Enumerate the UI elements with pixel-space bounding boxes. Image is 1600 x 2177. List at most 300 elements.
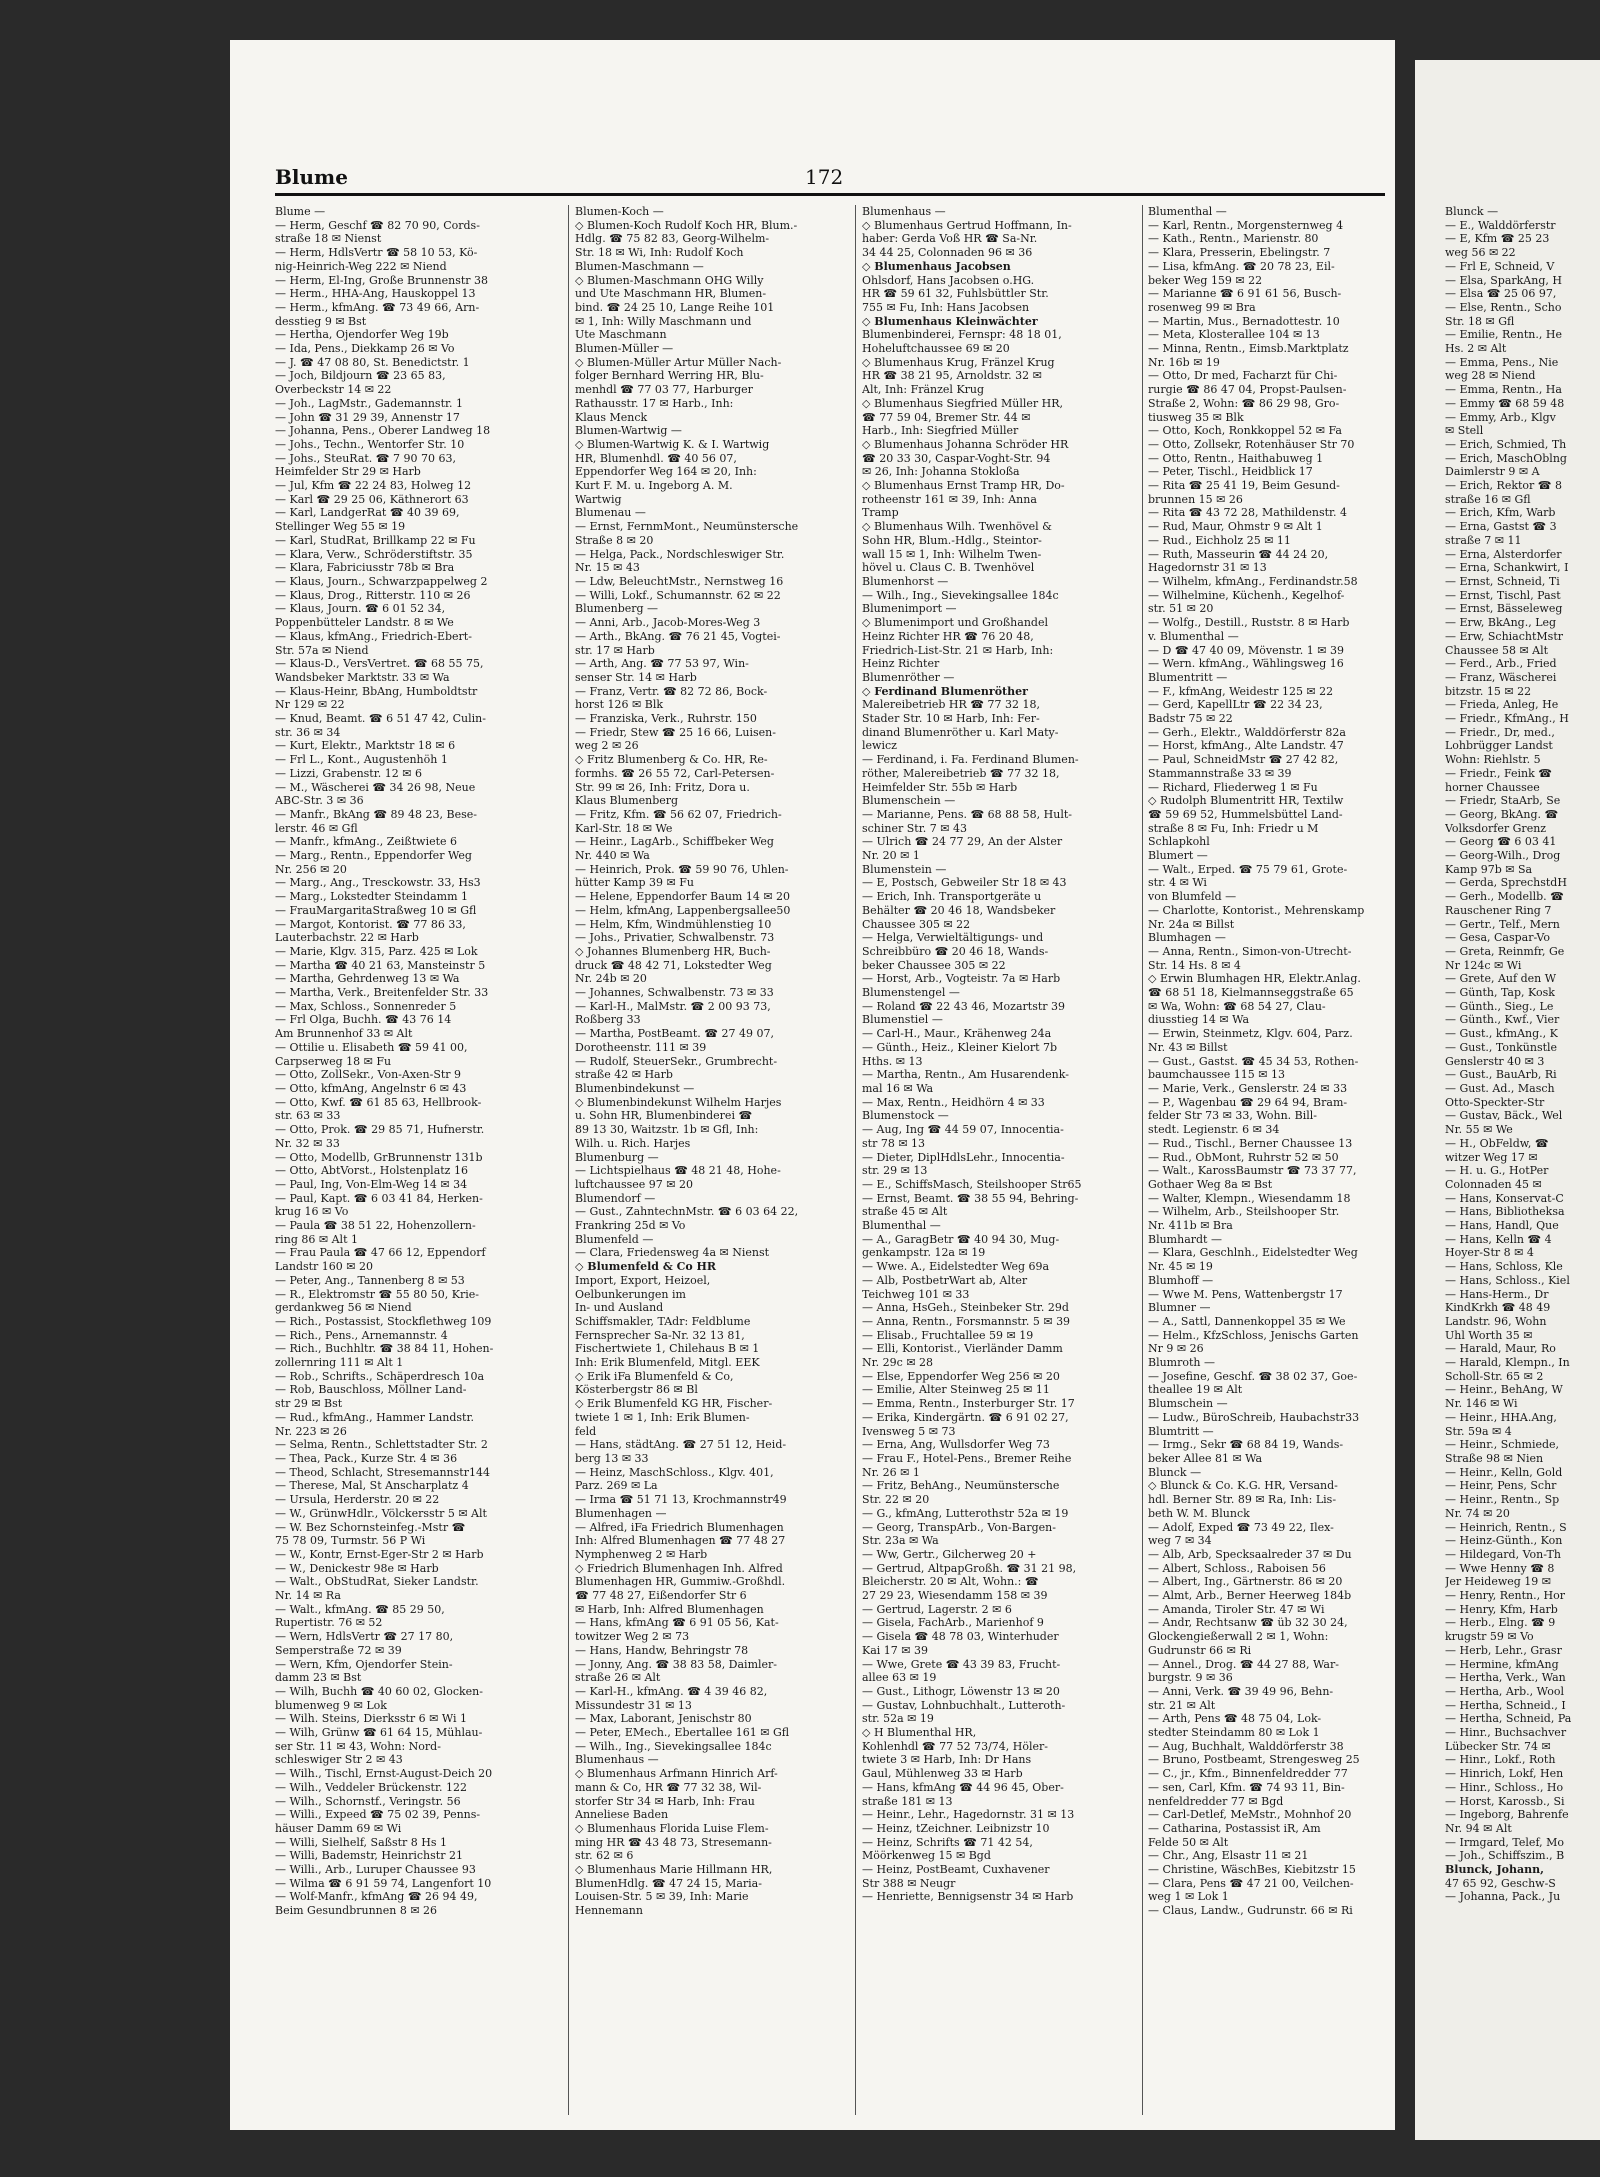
directory-line: — Heinr., HHA.Ang, bbox=[1445, 1410, 1557, 1424]
directory-line: — Josefine, Geschf. ☎ 38 02 37, Goe- bbox=[1148, 1369, 1358, 1383]
directory-line: — Peter, Tischl., Heidblick 17 bbox=[1148, 465, 1313, 479]
directory-line: — Willi, Lokf., Schumannstr. 62 ✉ 22 bbox=[575, 588, 781, 602]
directory-line: — FrauMargaritaStraßweg 10 ✉ Gfl bbox=[275, 903, 477, 917]
directory-line: — Emma, Rentn., Insterburger Str. 17 bbox=[862, 1397, 1075, 1411]
directory-line: straße 7 ✉ 11 bbox=[1445, 533, 1522, 547]
directory-line: Blumenau — bbox=[575, 506, 646, 520]
directory-line: Kurt F. M. u. Ingeborg A. M. bbox=[575, 479, 733, 493]
directory-line: — Ernst, Schneid, Ti bbox=[1445, 574, 1560, 588]
directory-line: Blumhoff — bbox=[1148, 1273, 1214, 1287]
directory-line: — Paul, Kapt. ☎ 6 03 41 84, Herken- bbox=[275, 1191, 483, 1205]
directory-line: Rupertistr. 76 ✉ 52 bbox=[275, 1616, 383, 1630]
directory-line: — Martha, Gehrdenweg 13 ✉ Wa bbox=[275, 972, 460, 986]
directory-line: — W., Kontr, Ernst-Eger-Str 2 ✉ Harb bbox=[275, 1547, 484, 1561]
directory-line: Straße 2, Wohn: ☎ 86 29 98, Gro- bbox=[1148, 396, 1340, 410]
directory-line: — Erich, MaschOblng bbox=[1445, 451, 1567, 465]
column-divider bbox=[855, 205, 856, 2115]
directory-line: Heinz Richter bbox=[862, 657, 940, 671]
directory-line: Blumen-Koch — bbox=[575, 205, 664, 218]
directory-line: — Otto, Kwf. ☎ 61 85 63, Hellbrook- bbox=[275, 1095, 482, 1109]
directory-line: ◇ Blumen-Müller Artur Müller Nach- bbox=[575, 355, 782, 369]
directory-line: Oelbunkerungen im bbox=[575, 1287, 686, 1301]
directory-line: — Klaus, Journ., Schwarzpappelweg 2 bbox=[275, 574, 488, 588]
directory-line: — Fritz, Kfm. ☎ 56 62 07, Friedrich- bbox=[575, 807, 782, 821]
directory-line: lerstr. 46 ✉ Gfl bbox=[275, 821, 358, 835]
directory-line: Poppenbütteler Landstr. 8 ✉ We bbox=[275, 616, 454, 630]
directory-line: ◇ Blumenhaus Johanna Schröder HR bbox=[862, 437, 1069, 451]
directory-line: rotheenstr 161 ✉ 39, Inh: Anna bbox=[862, 492, 1037, 506]
directory-line: schleswiger Str 2 ✉ 43 bbox=[275, 1753, 403, 1767]
directory-line: — Anna, Rentn., Simon-von-Utrecht- bbox=[1148, 944, 1352, 958]
directory-line: ming HR ☎ 43 48 73, Stresemann- bbox=[575, 1835, 772, 1849]
directory-line: — Gerda, SprechstdH bbox=[1445, 876, 1567, 890]
directory-line: senser Str. 14 ✉ Harb bbox=[575, 670, 697, 684]
next-page-column bbox=[1445, 205, 1600, 2125]
directory-line: — Harald, Klempn., In bbox=[1445, 1356, 1570, 1370]
directory-line: — Andr, Rechtsanw ☎ üb 32 30 24, bbox=[1148, 1616, 1348, 1630]
directory-line: gerdankweg 56 ✉ Niend bbox=[275, 1301, 412, 1315]
directory-line: — Greta, Reinmfr, Ge bbox=[1445, 944, 1565, 958]
directory-line: ◇ Ferdinand Blumenröther bbox=[862, 684, 1028, 698]
directory-line: — C., jr., Kfm., Binnenfeldredder 77 bbox=[1148, 1767, 1348, 1781]
directory-line: Blumenimport — bbox=[862, 602, 957, 616]
directory-line: — Jonny, Ang. ☎ 38 83 58, Daimler- bbox=[575, 1657, 778, 1671]
directory-line: Blumhagen — bbox=[1148, 931, 1226, 945]
directory-line: str. 51 ✉ 20 bbox=[1148, 602, 1214, 616]
directory-line: luftchaussee 97 ✉ 20 bbox=[575, 1177, 693, 1191]
directory-line: — A., GaragBetr ☎ 40 94 30, Mug- bbox=[862, 1232, 1060, 1246]
directory-line: — Hertha, Ojendorfer Weg 19b bbox=[275, 328, 449, 342]
directory-line: 47 65 92, Geschw-S bbox=[1445, 1876, 1556, 1890]
directory-line: — Klara, Verw., Schröderstiftstr. 35 bbox=[275, 547, 473, 561]
directory-line: beker Weg 159 ✉ 22 bbox=[1148, 273, 1263, 287]
directory-line: — Gerd, KapellLtr ☎ 22 34 23, bbox=[1148, 698, 1323, 712]
page-number: 172 bbox=[805, 165, 844, 189]
directory-line: — Hinr., Lokf., Roth bbox=[1445, 1753, 1556, 1767]
directory-line: — Knud, Beamt. ☎ 6 51 47 42, Culin- bbox=[275, 712, 486, 726]
directory-line: — Ernst, Tischl, Past bbox=[1445, 588, 1561, 602]
directory-line: — Hertha, Verk., Wan bbox=[1445, 1671, 1566, 1685]
directory-line: — A., Sattl, Dannenkoppel 35 ✉ We bbox=[1148, 1314, 1346, 1328]
directory-line: — Heinr., Rentn., Sp bbox=[1445, 1493, 1560, 1507]
directory-line: menhdl ☎ 77 03 77, Harburger bbox=[575, 383, 753, 397]
directory-line: — Arth, Pens ☎ 48 75 04, Lok- bbox=[1148, 1712, 1322, 1726]
directory-line: — Ida, Pens., Diekkamp 26 ✉ Vo bbox=[275, 342, 455, 356]
directory-line: — Ldw, BeleuchtMstr., Nernstweg 16 bbox=[575, 574, 784, 588]
directory-line: — Joh., Schiffszim., B bbox=[1445, 1849, 1565, 1863]
column-divider bbox=[568, 205, 569, 2115]
column-4 bbox=[1148, 205, 1388, 2125]
directory-line: Chaussee 58 ✉ Alt bbox=[1445, 643, 1549, 657]
directory-line: Blumroth — bbox=[1148, 1356, 1215, 1370]
directory-line: ◇ Blumenhaus Gertrud Hoffmann, In- bbox=[862, 218, 1072, 232]
directory-line: — Friedr, StaArb, Se bbox=[1445, 794, 1561, 808]
directory-line: — Rich., Buchhltr. ☎ 38 84 11, Hohen- bbox=[275, 1342, 494, 1356]
directory-line: Blumenhaus — bbox=[862, 205, 946, 218]
directory-line: — Wilh, Grünw ☎ 61 64 15, Mühlau- bbox=[275, 1726, 483, 1740]
directory-line: Gaul, Mühlenweg 33 ✉ Harb bbox=[862, 1767, 1023, 1781]
directory-line: Blumert — bbox=[1148, 849, 1208, 863]
directory-line: — Helene, Eppendorfer Baum 14 ✉ 20 bbox=[575, 890, 791, 904]
directory-line: — Catharina, Postassist iR, Am bbox=[1148, 1821, 1321, 1835]
directory-line: — Carl-Detlef, MeMstr., Mohnhof 20 bbox=[1148, 1808, 1352, 1822]
directory-line: straße 181 ✉ 13 bbox=[862, 1794, 953, 1808]
directory-line: — Henry, Rentn., Hor bbox=[1445, 1589, 1566, 1603]
directory-line: — Otto, kfmAng, Angelnstr 6 ✉ 43 bbox=[275, 1082, 467, 1095]
directory-line: — Chr., Ang, Elsastr 11 ✉ 21 bbox=[1148, 1849, 1309, 1863]
directory-line: Nr. 223 ✉ 26 bbox=[275, 1424, 347, 1438]
directory-line: Malereibetrieb HR ☎ 77 32 18, bbox=[862, 698, 1040, 712]
directory-line: — Herm, HdlsVertr ☎ 58 10 53, Kö- bbox=[275, 246, 478, 260]
directory-line: Am Brunnenhof 33 ✉ Alt bbox=[275, 1027, 413, 1041]
directory-line: — Erich, Schmied, Th bbox=[1445, 437, 1567, 451]
directory-line: — Roland ☎ 22 43 46, Mozartstr 39 bbox=[862, 999, 1066, 1013]
directory-line: — Irmgard, Telef, Mo bbox=[1445, 1835, 1565, 1849]
directory-line: — Frl E, Schneid, V bbox=[1445, 259, 1555, 273]
directory-line: Str. 18 ✉ Wi, Inh: Rudolf Koch bbox=[575, 246, 744, 260]
directory-line: Gudrunstr 66 ✉ Ri bbox=[1148, 1643, 1252, 1657]
directory-line: — Amanda, Tiroler Str. 47 ✉ Wi bbox=[1148, 1602, 1325, 1616]
directory-line: — Henry, Kfm, Harb bbox=[1445, 1602, 1558, 1616]
directory-line: Harb., Inh: Siegfried Müller bbox=[862, 424, 1019, 438]
directory-line: straße 26 ✉ Alt bbox=[575, 1671, 661, 1685]
directory-line: Hdlg. ☎ 75 82 83, Georg-Wilhelm- bbox=[575, 232, 770, 246]
directory-line: — Claus, Landw., Gudrunstr. 66 ✉ Ri bbox=[1148, 1904, 1353, 1918]
directory-line: — Willi., Arb., Luruper Chaussee 93 bbox=[275, 1863, 476, 1877]
directory-line: — Ww, Gertr., Gilcherweg 20 + bbox=[862, 1547, 1037, 1561]
directory-line: — Christine, WäschBes, Kiebitzstr 15 bbox=[1148, 1863, 1356, 1877]
directory-line: ◇ Blumenhaus Ernst Tramp HR, Do- bbox=[862, 479, 1065, 493]
directory-line: twiete 1 ✉ 1, Inh: Erik Blumen- bbox=[575, 1410, 750, 1424]
directory-line: Wilh. u. Rich. Harjes bbox=[575, 1136, 691, 1150]
directory-line: — Walt., KarossBaumstr ☎ 73 37 77, bbox=[1148, 1164, 1357, 1178]
directory-line: — Max, Laborant, Jenischstr 80 bbox=[575, 1712, 752, 1726]
directory-line: Kohlenhdl ☎ 77 52 73/74, Höler- bbox=[862, 1739, 1048, 1753]
directory-line: — Heinrich, Rentn., S bbox=[1445, 1520, 1567, 1534]
directory-line: Fischertwiete 1, Chilehaus B ✉ 1 bbox=[575, 1342, 760, 1356]
directory-line: berg 13 ✉ 33 bbox=[575, 1451, 649, 1465]
directory-line: mann & Co, HR ☎ 77 32 38, Wil- bbox=[575, 1780, 762, 1794]
directory-line: Blumenschein — bbox=[862, 794, 956, 808]
directory-line: — Wilhelm, Arb., Steilshooper Str. bbox=[1148, 1205, 1340, 1219]
directory-line: — Helm, Kfm, Windmühlenstieg 10 bbox=[575, 917, 772, 931]
directory-line: ☎ 59 69 52, Hummelsbüttel Land- bbox=[1148, 807, 1343, 821]
directory-line: Möörkenweg 15 ✉ Bgd bbox=[862, 1849, 991, 1863]
directory-line: — Hans, Handw, Behringstr 78 bbox=[575, 1643, 749, 1657]
directory-line: In- und Ausland bbox=[575, 1301, 664, 1315]
directory-line: — Marg., Rentn., Eppendorfer Weg bbox=[275, 849, 472, 863]
directory-line: — Marie, Verk., Genslerstr. 24 ✉ 33 bbox=[1148, 1082, 1348, 1095]
directory-line: Kai 17 ✉ 39 bbox=[862, 1643, 928, 1657]
directory-line: von Blumfeld — bbox=[1148, 890, 1237, 904]
directory-line: — Gustav, Lohnbuchhalt., Lutteroth- bbox=[862, 1698, 1066, 1712]
directory-line: — Friedr., KfmAng., H bbox=[1445, 712, 1569, 726]
directory-line: Alt, Inh: Fränzel Krug bbox=[862, 383, 985, 397]
directory-line: baumchaussee 115 ✉ 13 bbox=[1148, 1068, 1286, 1082]
directory-line: — Gustav, Bäck., Wel bbox=[1445, 1109, 1563, 1123]
directory-line: Teichweg 101 ✉ 33 bbox=[862, 1287, 970, 1301]
directory-line: nig-Heinrich-Weg 222 ✉ Niend bbox=[275, 259, 447, 273]
directory-line: — Marianne, Pens. ☎ 68 88 58, Hult- bbox=[862, 807, 1072, 821]
directory-line: Blumentritt — bbox=[1148, 670, 1228, 684]
directory-line: Heinz Richter HR ☎ 76 20 48, bbox=[862, 629, 1034, 643]
directory-line: Nr. 32 ✉ 33 bbox=[275, 1136, 340, 1150]
directory-line: — Frl Olga, Buchh. ☎ 43 76 14 bbox=[275, 1013, 452, 1027]
directory-line: — Ernst, FernmMont., Neumünstersche bbox=[575, 520, 799, 534]
directory-line: — Thea, Pack., Kurze Str. 4 ✉ 36 bbox=[275, 1451, 458, 1465]
directory-line: — Wern, HdlsVertr ☎ 27 17 80, bbox=[275, 1630, 454, 1644]
directory-line: — P., Wagenbau ☎ 29 64 94, Bram- bbox=[1148, 1095, 1348, 1109]
directory-line: — Karl-H., MalMstr. ☎ 2 00 93 73, bbox=[575, 999, 771, 1013]
directory-line: — Karl, StudRat, Brillkamp 22 ✉ Fu bbox=[275, 533, 476, 547]
directory-line: Stellinger Weg 55 ✉ 19 bbox=[275, 520, 406, 534]
directory-line: Hagedornstr 31 ✉ 13 bbox=[1148, 561, 1267, 575]
directory-line: — Joh., LagMstr., Gademannstr. 1 bbox=[275, 396, 464, 410]
directory-line: — Wilh. Steins, Dierksstr 6 ✉ Wi 1 bbox=[275, 1712, 468, 1726]
directory-line: — Erika, Kindergärtn. ☎ 6 91 02 27, bbox=[862, 1410, 1069, 1424]
directory-line: haber: Gerda Voß HR ☎ Sa-Nr. bbox=[862, 232, 1038, 246]
directory-line: Nr. 15 ✉ 43 bbox=[575, 561, 640, 575]
directory-line: — Emmy, Arb., Klgv bbox=[1445, 410, 1556, 424]
directory-line: Nr. 24a ✉ Billst bbox=[1148, 917, 1235, 931]
directory-line: Jer Heideweg 19 ✉ bbox=[1445, 1575, 1552, 1589]
directory-line: — Albert, Ing., Gärtnerstr. 86 ✉ 20 bbox=[1148, 1575, 1343, 1589]
directory-line: — Harald, Maur, Ro bbox=[1445, 1342, 1556, 1356]
directory-line: — Hans, städtAng. ☎ 27 51 12, Heid- bbox=[575, 1438, 787, 1452]
directory-line: — Friedr., Dr, med., bbox=[1445, 725, 1555, 739]
directory-line: ☎ 77 59 04, Bremer Str. 44 ✉ bbox=[862, 410, 1031, 424]
directory-line: Heimfelder Str. 55b ✉ Harb bbox=[862, 780, 1018, 794]
directory-line: theallee 19 ✉ Alt bbox=[1148, 1383, 1243, 1397]
directory-line: ◇ Blumenhaus Marie Hillmann HR, bbox=[575, 1863, 773, 1877]
directory-line: — Otto, Modellb, GrBrunnenstr 131b bbox=[275, 1150, 483, 1164]
directory-line: — W., Denickestr 98e ✉ Harb bbox=[275, 1561, 439, 1575]
directory-line: ◇ Blumenhaus Florida Luise Flem- bbox=[575, 1821, 769, 1835]
directory-line: weg 1 ✉ Lok 1 bbox=[1148, 1890, 1229, 1904]
directory-line: hütter Kamp 39 ✉ Fu bbox=[575, 876, 694, 890]
directory-line: — Willi., Expeed ☎ 75 02 39, Penns- bbox=[275, 1808, 481, 1822]
directory-line: Lauterbachstr. 22 ✉ Harb bbox=[275, 931, 419, 945]
directory-line: krugstr 59 ✉ Vo bbox=[1445, 1630, 1534, 1644]
directory-line: Nr. 29c ✉ 28 bbox=[862, 1356, 934, 1370]
directory-line: — Ferdinand, i. Fa. Ferdinand Blumen- bbox=[862, 753, 1079, 767]
directory-line: Roßberg 33 bbox=[575, 1013, 641, 1027]
directory-line: straße 42 ✉ Harb bbox=[575, 1068, 673, 1082]
directory-line: Colonnaden 45 ✉ bbox=[1445, 1177, 1542, 1191]
directory-line: — Alb, PostbetrWart ab, Alter bbox=[862, 1273, 1028, 1287]
directory-line: — Heinr., Kelln, Gold bbox=[1445, 1465, 1563, 1479]
header-word: Blume bbox=[275, 165, 348, 189]
directory-line: — Gust. Ad., Masch bbox=[1445, 1082, 1555, 1095]
directory-line: Blumhardt — bbox=[1148, 1232, 1222, 1246]
directory-line: — Rud, Maur, Ohmstr 9 ✉ Alt 1 bbox=[1148, 520, 1323, 534]
directory-line: feld bbox=[575, 1424, 597, 1438]
directory-line: — Almt, Arb., Berner Heerweg 184b bbox=[1148, 1589, 1352, 1603]
directory-line: — D ☎ 47 40 09, Mövenstr. 1 ✉ 39 bbox=[1148, 643, 1344, 657]
directory-line: — Emma, Rentn., Ha bbox=[1445, 383, 1562, 397]
directory-line: twiete 3 ✉ Harb, Inh: Dr Hans bbox=[862, 1753, 1032, 1767]
directory-line: — Lizzi, Grabenstr. 12 ✉ 6 bbox=[275, 766, 422, 780]
directory-line: Nr. 74 ✉ 20 bbox=[1445, 1506, 1510, 1520]
directory-line: — Herm., HHA-Ang, Hauskoppel 13 bbox=[275, 287, 476, 301]
directory-line: — Ulrich ☎ 24 77 29, An der Alster bbox=[862, 835, 1063, 849]
directory-line: Dorotheenstr. 111 ✉ 39 bbox=[575, 1040, 707, 1054]
directory-line: — Klara, Fabriciusstr 78b ✉ Bra bbox=[275, 561, 455, 575]
directory-line: — Günth., Kwf., Vier bbox=[1445, 1013, 1560, 1027]
directory-line: — Klaus-D., VersVertret. ☎ 68 55 75, bbox=[275, 657, 484, 671]
directory-line: ✉ 26, Inh: Johanna Stokloßa bbox=[862, 465, 1020, 479]
directory-line: — Franz, Wäscherei bbox=[1445, 670, 1557, 684]
directory-line: — E, Postsch, Gebweiler Str 18 ✉ 43 bbox=[862, 876, 1067, 890]
directory-line: — Hans, Schloss, Kle bbox=[1445, 1260, 1563, 1274]
directory-line: — Gerh., Elektr., Walddörferstr 82a bbox=[1148, 725, 1346, 739]
directory-line: Nr. 411b ✉ Bra bbox=[1148, 1219, 1233, 1233]
directory-line: — Gerh., Modellb. ☎ bbox=[1445, 890, 1564, 904]
directory-line: — Joch, Bildjourn ☎ 23 65 83, bbox=[275, 369, 446, 383]
directory-line: lewicz bbox=[862, 739, 897, 753]
directory-line: — Anni, Arb., Jacob-Mores-Weg 3 bbox=[575, 616, 761, 630]
directory-line: Wartwig bbox=[575, 492, 622, 506]
directory-line: ◇ H Blumenthal HR, bbox=[862, 1726, 977, 1740]
directory-line: — Minna, Rentn., Eimsb.Marktplatz bbox=[1148, 342, 1349, 356]
directory-line: — Wwe, Grete ☎ 43 39 83, Frucht- bbox=[862, 1657, 1061, 1671]
directory-line: — Grete, Auf den W bbox=[1445, 972, 1557, 986]
directory-line: bind. ☎ 24 25 10, Lange Reihe 101 bbox=[575, 300, 775, 314]
directory-line: storfer Str 34 ✉ Harb, Inh: Frau bbox=[575, 1794, 755, 1808]
directory-line: — Paul, SchneidMstr ☎ 27 42 82, bbox=[1148, 753, 1339, 767]
directory-line: — Annel., Drog. ☎ 44 27 88, War- bbox=[1148, 1657, 1339, 1671]
directory-line: mal 16 ✉ Wa bbox=[862, 1082, 934, 1095]
directory-line: — Irma ☎ 51 71 13, Krochmannstr49 bbox=[575, 1493, 787, 1507]
directory-line: — Heinz, tZeichner. Leibnizstr 10 bbox=[862, 1821, 1050, 1835]
directory-line: — Georg, BkAng. ☎ bbox=[1445, 807, 1559, 821]
directory-line: — Willi, Bademstr, Heinrichstr 21 bbox=[275, 1849, 463, 1863]
directory-line: burgstr. 9 ✉ 36 bbox=[1148, 1671, 1233, 1685]
directory-line: straße 8 ✉ Fu, Inh: Friedr u M bbox=[1148, 821, 1319, 835]
directory-line: — Otto, Koch, Ronkkoppel 52 ✉ Fa bbox=[1148, 424, 1342, 438]
directory-line: — Elli, Kontorist., Vierländer Damm bbox=[862, 1342, 1063, 1356]
directory-line: Straße 8 ✉ 20 bbox=[575, 533, 654, 547]
directory-line: — Heinrich, Prok. ☎ 59 90 76, Uhlen- bbox=[575, 862, 789, 876]
directory-line: — Ernst, Bässeleweg bbox=[1445, 602, 1563, 616]
directory-line: — Walt., ObStudRat, Sieker Landstr. bbox=[275, 1575, 479, 1589]
directory-line: Kamp 97b ✉ Sa bbox=[1445, 862, 1533, 876]
directory-line: — Hinr., Buchsachver bbox=[1445, 1726, 1567, 1740]
directory-line: — John ☎ 31 29 39, Annenstr 17 bbox=[275, 410, 460, 424]
directory-line: — Emma, Pens., Nie bbox=[1445, 355, 1559, 369]
directory-line: ◇ Blumenbindekunst Wilhelm Harjes bbox=[575, 1095, 782, 1109]
directory-line: — Herm., kfmAng. ☎ 73 49 66, Arn- bbox=[275, 300, 480, 314]
directory-line: ◇ Blumen-Wartwig K. & I. Wartwig bbox=[575, 437, 770, 451]
directory-line: — Arth., BkAng. ☎ 76 21 45, Vogtei- bbox=[575, 629, 781, 643]
directory-line: — M., Wäscherei ☎ 34 26 98, Neue bbox=[275, 780, 476, 794]
column-3 bbox=[862, 205, 1147, 2125]
directory-line: — Aug, Buchhalt, Walddörferstr 38 bbox=[1148, 1739, 1344, 1753]
directory-line: Ohlsdorf, Hans Jacobsen o.HG. bbox=[862, 273, 1035, 287]
directory-line: Badstr 75 ✉ 22 bbox=[1148, 712, 1233, 726]
directory-line: zollernring 111 ✉ Alt 1 bbox=[275, 1356, 404, 1370]
directory-line: ☎ 68 51 18, Kielmannseggstraße 65 bbox=[1148, 986, 1354, 1000]
directory-line: Blumenstein — bbox=[862, 862, 947, 876]
directory-line: — Heinz, PostBeamt, Cuxhavener bbox=[862, 1863, 1050, 1877]
directory-line: — Kath., Rentn., Marienstr. 80 bbox=[1148, 232, 1319, 246]
directory-line: Felde 50 ✉ Alt bbox=[1148, 1835, 1229, 1849]
directory-line: Hs. 2 ✉ Alt bbox=[1445, 342, 1507, 356]
directory-line: — Emilie, Rentn., He bbox=[1445, 328, 1562, 342]
directory-line: — Wilhelm, kfmAng., Ferdinandstr.58 bbox=[1148, 574, 1358, 588]
directory-line: Frankring 25d ✉ Vo bbox=[575, 1219, 686, 1233]
directory-line: Str. 18 ✉ Gfl bbox=[1445, 314, 1515, 328]
directory-line: — Wilhelmine, Küchenh., Kegelhof- bbox=[1148, 588, 1345, 602]
directory-line: beker Chaussee 305 ✉ 22 bbox=[862, 958, 1006, 972]
directory-line: — Wilh., Ing., Sievekingsallee 184c bbox=[862, 588, 1059, 602]
directory-line: — Otto, Dr med, Facharzt für Chi- bbox=[1148, 369, 1338, 383]
directory-line: — Alfred, iFa Friedrich Blumenhagen bbox=[575, 1520, 784, 1534]
directory-line: Nr 9 ✉ 26 bbox=[1148, 1342, 1204, 1356]
directory-line: — Martha, Rentn., Am Husarendenk- bbox=[862, 1068, 1069, 1082]
directory-line: — Hertha, Schneid, Pa bbox=[1445, 1712, 1572, 1726]
directory-line: Inh: Alfred Blumenhagen ☎ 77 48 27 bbox=[575, 1534, 786, 1548]
directory-line: ☎ 20 33 30, Caspar-Voght-Str. 94 bbox=[862, 451, 1051, 465]
directory-line: — Else, Eppendorfer Weg 256 ✉ 20 bbox=[862, 1369, 1060, 1383]
directory-line: — Rudolf, SteuerSekr., Grumbrecht- bbox=[575, 1054, 778, 1068]
directory-line: Nr. 26 ✉ 1 bbox=[862, 1465, 920, 1479]
directory-line: felder Str 73 ✉ 33, Wohn. Bill- bbox=[1148, 1109, 1318, 1123]
directory-line: — Walter, Klempn., Wiesendamm 18 bbox=[1148, 1191, 1351, 1205]
directory-line: str. 29 ✉ 13 bbox=[862, 1164, 928, 1178]
directory-line: ◇ Blumenhaus Wilh. Twenhövel & bbox=[862, 520, 1052, 534]
directory-line: — Martha, Verk., Breitenfelder Str. 33 bbox=[275, 986, 489, 1000]
directory-line: Blumenthal — bbox=[862, 1219, 941, 1233]
directory-line: HR, Blumenhdl. ☎ 40 56 07, bbox=[575, 451, 737, 465]
directory-line: Blume — bbox=[275, 205, 326, 218]
directory-line: — E., SchiffsMasch, Steilshooper Str65 bbox=[862, 1177, 1082, 1191]
directory-line: — Klaus, kfmAng., Friedrich-Ebert- bbox=[275, 629, 472, 643]
directory-line: Stammannstraße 33 ✉ 39 bbox=[1148, 766, 1292, 780]
directory-line: Parz. 269 ✉ La bbox=[575, 1479, 658, 1493]
directory-line: Blumtritt — bbox=[1148, 1424, 1214, 1438]
directory-line: — Lichtspielhaus ☎ 48 21 48, Hohe- bbox=[575, 1164, 781, 1178]
directory-line: Nymphenweg 2 ✉ Harb bbox=[575, 1547, 708, 1561]
directory-line: — Theod, Schlacht, Stresemannstr144 bbox=[275, 1465, 490, 1479]
directory-line: Bleicherstr. 20 ✉ Alt, Wohn.: ☎ bbox=[862, 1575, 1039, 1589]
directory-line: — Günth., Sieg., Le bbox=[1445, 999, 1554, 1013]
directory-line: — Erna, Alsterdorfer bbox=[1445, 547, 1562, 561]
directory-line: weg 56 ✉ 22 bbox=[1445, 246, 1516, 260]
directory-line: Str 388 ✉ Neugr bbox=[862, 1876, 956, 1890]
directory-line: — Hans, Kelln ☎ 4 bbox=[1445, 1232, 1552, 1246]
directory-line: — sen, Carl, Kfm. ☎ 74 93 11, Bin- bbox=[1148, 1780, 1345, 1794]
directory-line: — Heinz, Schrifts ☎ 71 42 54, bbox=[862, 1835, 1033, 1849]
directory-line: stedter Steindamm 80 ✉ Lok 1 bbox=[1148, 1726, 1320, 1740]
directory-line: ◇ Blumenhaus Krug, Fränzel Krug bbox=[862, 355, 1055, 369]
directory-line: ✉ Wa, Wohn: ☎ 68 54 27, Clau- bbox=[1148, 999, 1326, 1013]
directory-line: — Aug, Ing ☎ 44 59 07, Innocentia- bbox=[862, 1123, 1064, 1137]
directory-line: Nr 129 ✉ 22 bbox=[275, 698, 345, 712]
directory-line: Rathausstr. 17 ✉ Harb., Inh: bbox=[575, 396, 734, 410]
directory-line: — Klaus, Journ. ☎ 6 01 52 34, bbox=[275, 602, 446, 616]
directory-line: — Dieter, DiplHdlsLehr., Innocentia- bbox=[862, 1150, 1065, 1164]
directory-line: Stader Str. 10 ✉ Harb, Inh: Fer- bbox=[862, 712, 1040, 726]
directory-line: — Rud., kfmAng., Hammer Landstr. bbox=[275, 1410, 474, 1424]
directory-line: — Therese, Mal, St Anscharplatz 4 bbox=[275, 1479, 469, 1493]
directory-line: — Hans, kfmAng ☎ 44 96 45, Ober- bbox=[862, 1780, 1064, 1794]
directory-line: — Hinr., Schloss., Ho bbox=[1445, 1780, 1564, 1794]
directory-line: — Hans, Handl, Que bbox=[1445, 1219, 1559, 1233]
directory-line: Nr 124c ✉ Wi bbox=[1445, 958, 1522, 972]
directory-line: — Erw, SchiachtMstr bbox=[1445, 629, 1563, 643]
directory-line: Blumendorf — bbox=[575, 1191, 656, 1205]
